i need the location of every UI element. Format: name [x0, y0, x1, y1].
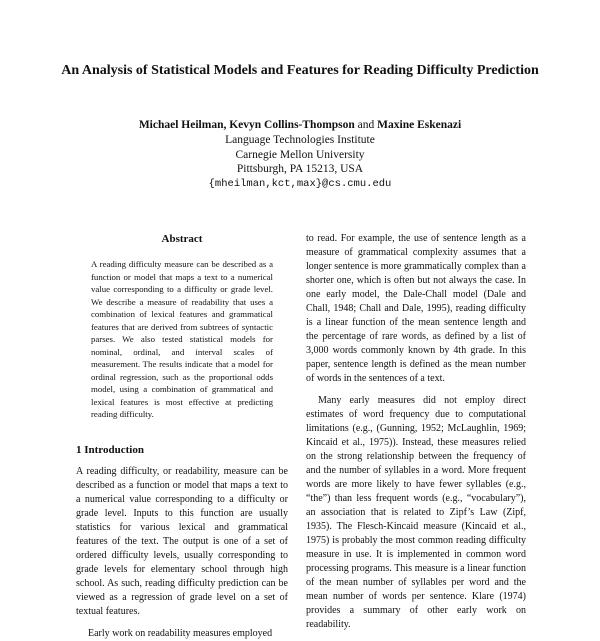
affiliation-line: Language Technologies Institute: [225, 133, 375, 146]
abstract-text: A reading difficulty measure can be described as a function or model that maps a text to a numerical value corresponding to a difficulty or grade level. We describe a measure of readability that uses a combination of lexical features and grammatical features that are derived from subtrees of syntactic parses. We also tested statistical models for nominal, ordinal, and interval scales of measurement. The results indicate that a model for ordinal regression, such as the proportional odds model, using a combination of grammatical and lexical features is most effective at predicting reading difficulty.: [91, 259, 273, 419]
author-names: [60, 118, 540, 133]
author-third: Maxine Eskenazi: [377, 119, 462, 131]
affiliation-line: Pittsburgh, PA 15213, USA: [236, 163, 364, 176]
author-block: [60, 118, 540, 192]
authors-primary: Michael Heilman, Kevyn Collins-Thompson: [138, 119, 355, 131]
left-column: [76, 232, 288, 641]
abstract-heading: Abstract: [161, 233, 203, 245]
paper-title: An Analysis of Statistical Models and Features for Reading Difficulty Prediction: [61, 63, 539, 78]
intro-paragraph-2: Early work on readability measures employed: [88, 627, 273, 639]
right-paragraph-2: Many early measures did not employ direct estimates of word frequency due to computational limitations (e.g., (Gunning, 1952; McLaughlin, 1969; Kincaid et al., 1975)). Instead, these measures relied on the strong relationship between the frequency of and the number of syllables in a word. More frequent words are more likely to have fewer syllables (e.g., “the”) than less frequent words (e.g., “vocabulary”), an association that is related to Zipf’s Law (Zipf, 1935). The Flesch-Kincaid measure (Kincaid et al., 1975) is probably the most common reading difficulty measure in use. It is implemented in common word processing programs. This measure is a linear function of the mean number of syllables per word and the mean number of words per sentence. Klare (1974) provides a summary of other early work on readability.: [306, 395, 526, 630]
right-column: [306, 232, 526, 632]
author-email: {mheilman,kct,max}@cs.cmu.edu: [208, 178, 392, 191]
intro-paragraph-1: A reading difficulty, or readability, measure can be described as a function or model that maps a text to a numerical value corresponding to a difficulty or grade level. Inputs to this function are usually statistics for various lexical and grammatical features of the text. The output is one of a set of ordered difficulty levels, usually corresponding to grade levels for elementary school through high school. As such, reading difficulty prediction can be viewed as a regression of grade level on a set of textual features.: [76, 465, 288, 617]
right-paragraph-1: to read. For example, the use of sentence length as a measure of grammatical complexity assumes that a longer sentence is more grammatically complex than a shorter one, which is often but not always the case. In one early model, the Dale-Chall model (Dale and Chall, 1948; Chall and Dale, 1995), reading difficulty is a linear function of the mean sentence length and the percentage of rare words, as defined by a list of 3,000 words commonly known by 4th grade. In this paper, sentence length is defined as the mean number of words in the sentences of a text.: [306, 233, 526, 384]
authors-and: and: [357, 119, 375, 131]
affiliation-line: Carnegie Mellon University: [235, 148, 365, 161]
section-heading-introduction: 1 Introduction: [76, 443, 144, 456]
